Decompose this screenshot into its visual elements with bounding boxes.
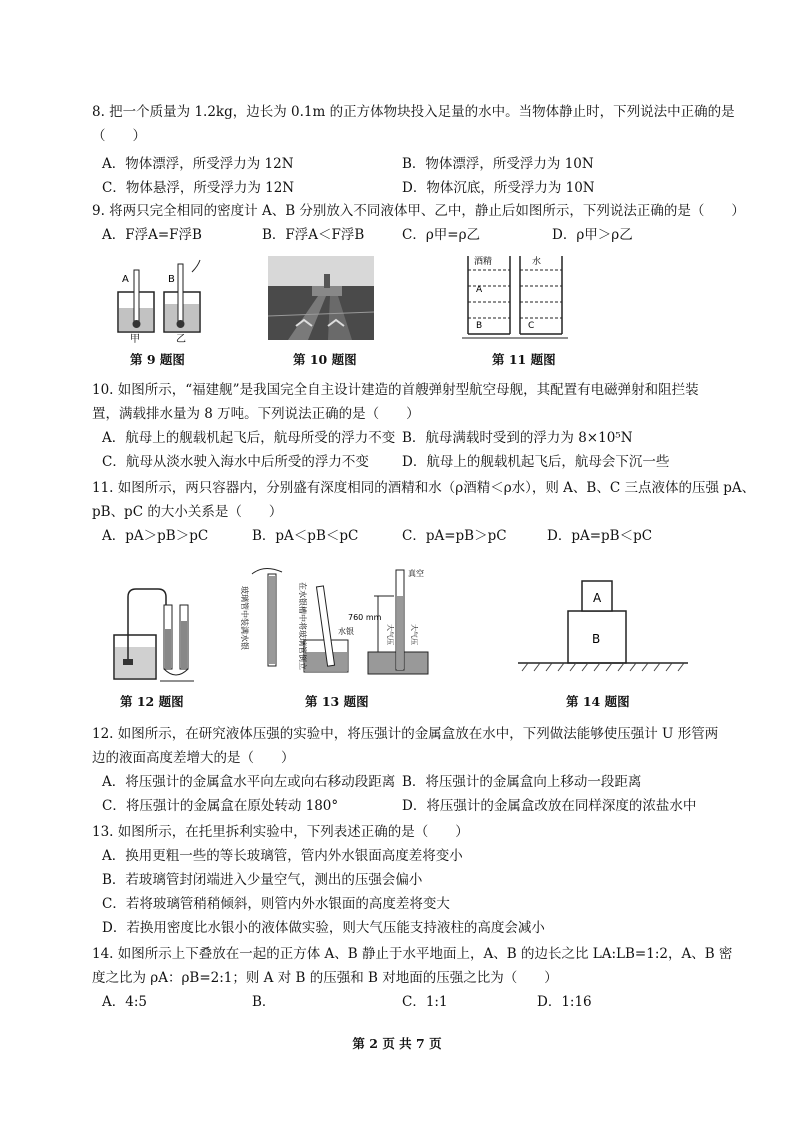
fig11-label-water: 水	[532, 257, 542, 267]
question-stem: 9. 将两只完全相同的密度计 A、B 分别放入不同液体甲、乙中，静止后如图所示，下列说法正确的是（ ）	[92, 203, 745, 219]
figure-11	[462, 250, 572, 342]
option-c: C．物体悬浮，所受浮力为 12N	[102, 180, 295, 196]
fig13-text5: 大气压	[386, 624, 394, 645]
figure-13	[238, 562, 438, 684]
question-10	[92, 378, 722, 474]
option-b: B．F浮A＜F浮B	[262, 227, 365, 243]
option-d: D．物体沉底，所受浮力为 10N	[402, 180, 595, 196]
fig13-text6: 大气压	[410, 624, 418, 645]
option-d: D．pA=pB＜pC	[547, 528, 653, 544]
figure-9	[112, 252, 212, 344]
fig11-label-a: A	[476, 285, 483, 295]
question-12	[92, 722, 722, 818]
option-d: D．1:16	[537, 994, 592, 1010]
fig11-label-alcohol: 酒精	[474, 257, 493, 267]
question-stem-line1: 10. 如图所示，“福建舰”是我国完全自主设计建造的首艘弹射型航空母舰，其配置有电磁弹射和阻拦装	[92, 382, 699, 398]
option-c: C．1:1	[402, 994, 448, 1010]
option-a: A．4:5	[102, 994, 147, 1010]
fig13-text1: 玻璃管中装满水银	[240, 586, 249, 650]
option-d: D．将压强计的金属盒改放在同样深度的浓盐水中	[402, 798, 697, 814]
fig9-label-yi: 乙	[176, 334, 186, 344]
figure-14-caption: 第 14 题图	[566, 694, 630, 709]
option-c: C．pA=pB＞pC	[402, 528, 507, 544]
figure-13-caption: 第 13 题图	[305, 694, 369, 709]
option-b: B．将压强计的金属盒向上移动一段距离	[402, 774, 642, 790]
fig9-label-jia: 甲	[130, 334, 140, 344]
fig9-label-a: A	[122, 274, 129, 285]
question-stem-line1: 12. 如图所示，在研究液体压强的实验中，将压强计的金属盒放在水中，下列做法能够使压强计 U 形管两	[92, 726, 719, 742]
page-footer: 第 2 页 共 7 页	[352, 1036, 442, 1051]
option-a: A．F浮A=F浮B	[102, 227, 202, 243]
figure-9-caption: 第 9 题图	[130, 352, 185, 367]
figure-10-caption: 第 10 题图	[293, 352, 357, 367]
option-c: C．将压强计的金属盒在原处转动 180°	[102, 798, 339, 814]
option-c: C．航母从淡水驶入海水中后所受的浮力不变	[102, 454, 369, 470]
fig13-text3: 760 mm	[348, 613, 382, 622]
fig14-label-b: B	[592, 632, 601, 646]
question-13	[92, 820, 722, 940]
option-a: A．将压强计的金属盒水平向左或向右移动段距离	[102, 774, 396, 790]
option-a: A．pA＞pB＞pC	[102, 528, 209, 544]
option-d: D．若换用密度比水银小的液体做实验，则大气压能支持液柱的高度会减小	[102, 920, 545, 936]
question-stem-line2: 边的液面高度差增大的是（ ）	[92, 750, 295, 766]
question-stem-line1: 11. 如图所示，两只容器内，分别盛有深度相同的酒精和水（ρ酒精＜ρ水），则 A、B、C 三点液体的压强 pA、	[92, 480, 756, 496]
option-a: A．物体漂浮，所受浮力为 12N	[102, 156, 294, 172]
fig14-label-a: A	[593, 591, 602, 605]
question-8	[92, 100, 735, 200]
figure-14	[518, 575, 688, 675]
figure-12	[108, 585, 196, 685]
option-a: A．换用更粗一些的等长玻璃管，管内外水银面高度差将变小	[102, 848, 463, 864]
figure-11-caption: 第 11 题图	[492, 352, 556, 367]
question-14	[92, 942, 733, 1014]
option-a: A．航母上的舰载机起飞后，航母所受的浮力不变	[102, 430, 396, 446]
figure-12-caption: 第 12 题图	[120, 694, 184, 709]
option-c: C．若将玻璃管稍稍倾斜，则管内外水银面的高度差将变大	[102, 896, 450, 912]
fig11-label-b: B	[476, 321, 483, 331]
question-9	[92, 199, 745, 247]
option-c: C．ρ甲=ρ乙	[402, 227, 481, 243]
question-stem: 13. 如图所示，在托里拆利实验中，下列表述正确的是（ ）	[92, 824, 469, 840]
fig11-label-c: C	[528, 321, 535, 331]
question-11	[92, 476, 756, 548]
option-b: B．若玻璃管封闭端进入少量空气，测出的压强会偏小	[102, 872, 423, 888]
question-stem-line1: 14. 如图所示上下叠放在一起的正方体 A、B 静止于水平地面上，A、B 的边长之比 LA:LB=1:2，A、B 密	[92, 946, 733, 962]
figure-10-photo	[268, 256, 374, 340]
question-stem-line2: pB、pC 的大小关系是（ ）	[92, 504, 283, 520]
option-d: D．ρ甲＞ρ乙	[552, 227, 633, 243]
option-b: B．航母满载时受到的浮力为 8×10⁵N	[402, 430, 633, 446]
fig13-text7: 水银	[338, 627, 354, 636]
fig13-text4: 真空	[408, 569, 424, 578]
question-stem-line2: 置，满载排水量为 8 万吨。下列说法正确的是（ ）	[92, 406, 420, 422]
fig9-label-b: B	[168, 274, 175, 285]
option-b: B．	[252, 994, 276, 1010]
question-stem: 8. 把一个质量为 1.2kg，边长为 0.1m 的正方体物块投入足量的水中。当物体静止时，下列说法中正确的是	[92, 104, 735, 120]
answer-blank: （ ）	[92, 128, 146, 144]
option-d: D．航母上的舰载机起飞后，航母会下沉一些	[402, 454, 670, 470]
fig13-text2: 在水银槽中将玻璃管倒立	[298, 582, 307, 670]
option-b: B．物体漂浮，所受浮力为 10N	[402, 156, 594, 172]
question-stem-line2: 度之比为 ρA：ρB=2:1；则 A 对 B 的压强和 B 对地面的压强之比为（ ）	[92, 970, 558, 986]
option-b: B．pA＜pB＜pC	[252, 528, 359, 544]
